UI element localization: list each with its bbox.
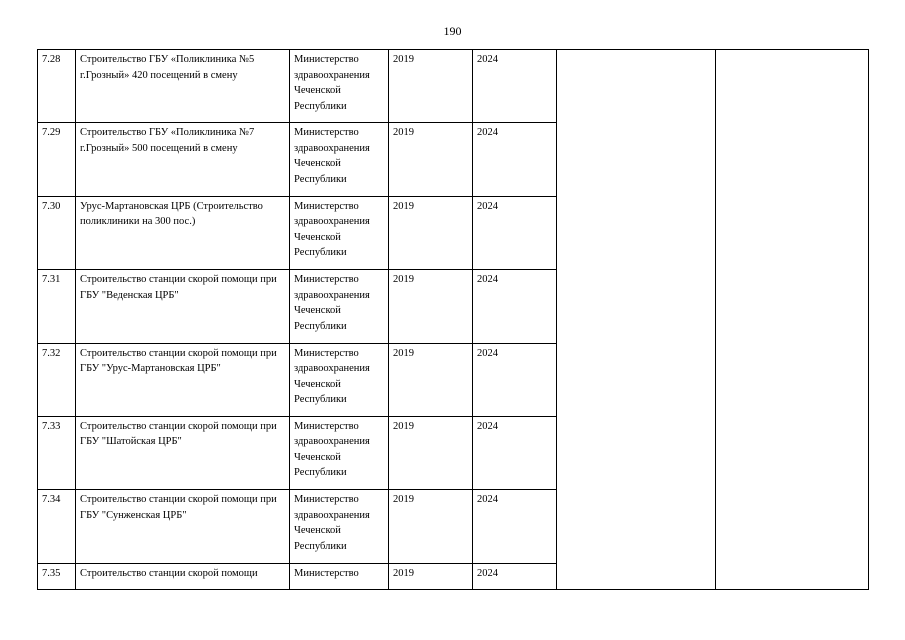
event-name: Строительство станции скорой помощи [76,563,290,589]
end-year: 2024 [473,563,557,589]
row-number: 7.35 [38,563,76,589]
responsible-executor: Министерство здравоохранения Чеченской Республики [290,50,389,123]
row-number: 7.32 [38,343,76,416]
start-year: 2019 [389,563,473,589]
responsible-executor: Министерство здравоохранения Чеченской Республики [290,196,389,269]
program-table [37,49,869,590]
start-year: 2019 [389,123,473,196]
end-year: 2024 [473,416,557,489]
event-name: Строительство станции скорой помощи при ГБУ "Сунженская ЦРБ" [76,490,290,563]
merged-empty-cell [716,50,869,590]
start-year: 2019 [389,50,473,123]
end-year: 2024 [473,490,557,563]
start-year: 2019 [389,270,473,343]
start-year: 2019 [389,343,473,416]
row-number: 7.34 [38,490,76,563]
end-year: 2024 [473,196,557,269]
event-name: Строительство ГБУ «Поликлиника №7 г.Грозный» 500 посещений в смену [76,123,290,196]
merged-empty-cell [557,50,716,590]
end-year: 2024 [473,50,557,123]
event-name: Строительство станции скорой помощи при ГБУ "Урус-Мартановская ЦРБ" [76,343,290,416]
table-row [38,50,869,123]
responsible-executor: Министерство здравоохранения Чеченской Республики [290,343,389,416]
start-year: 2019 [389,416,473,489]
end-year: 2024 [473,343,557,416]
start-year: 2019 [389,196,473,269]
row-number: 7.28 [38,50,76,123]
row-number: 7.33 [38,416,76,489]
responsible-executor: Министерство здравоохранения Чеченской Республики [290,416,389,489]
responsible-executor: Министерство здравоохранения Чеченской Республики [290,490,389,563]
end-year: 2024 [473,270,557,343]
row-number: 7.31 [38,270,76,343]
page-number: 190 [443,24,462,38]
event-name: Урус-Мартановская ЦРБ (Строительство поликлиники на 300 пос.) [76,196,290,269]
row-number: 7.30 [38,196,76,269]
start-year: 2019 [389,490,473,563]
responsible-executor: Министерство [290,563,389,589]
responsible-executor: Министерство здравоохранения Чеченской Республики [290,270,389,343]
responsible-executor: Министерство здравоохранения Чеченской Республики [290,123,389,196]
event-name: Строительство ГБУ «Поликлиника №5 г.Грозный» 420 посещений в смену [76,50,290,123]
row-number: 7.29 [38,123,76,196]
event-name: Строительство станции скорой помощи при ГБУ "Веденская ЦРБ" [76,270,290,343]
event-name: Строительство станции скорой помощи при ГБУ "Шатойская ЦРБ" [76,416,290,489]
end-year: 2024 [473,123,557,196]
